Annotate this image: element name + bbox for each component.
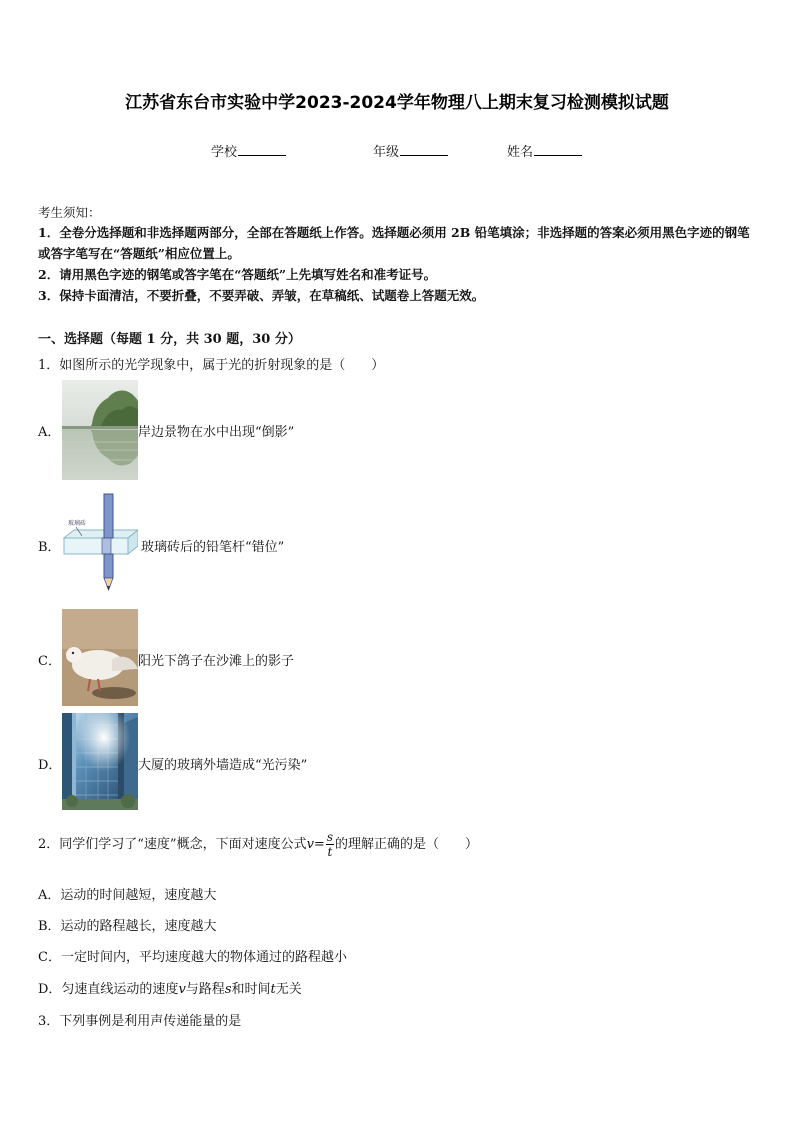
glass-brick-label: 玻璃砖 [68, 520, 87, 527]
lake-reflection-image [62, 380, 138, 480]
q2-option-d-t: t [270, 982, 276, 997]
q2-option-d-part1: D．匀速直线运动的速度 [38, 982, 179, 997]
grade-blank[interactable] [400, 142, 448, 156]
q2-option-d-s: s [224, 982, 232, 997]
school-label: 学校 [211, 145, 238, 160]
notice-heading: 考生须知： [38, 205, 101, 220]
glass-building-image [62, 713, 138, 810]
q2-option-b[interactable]: B．运动的路程越长，速度越大 [38, 919, 217, 934]
question-1-stem: 1．如图所示的光学现象中，属于光的折射现象的是（ ） [38, 358, 385, 373]
pencil-glass-brick-image [62, 492, 138, 596]
q2-stem-before: 2．同学们学习了“速度”概念，下面对速度公式 [38, 837, 307, 852]
q2-formula-numerator: s [326, 830, 333, 844]
name-label: 姓名 [507, 145, 534, 160]
q1-option-d-text: 大厦的玻璃外墙造成“光污染” [138, 758, 308, 773]
q1-option-a-letter[interactable]: A． [38, 425, 61, 440]
name-blank[interactable] [534, 142, 582, 156]
q2-option-c[interactable]: C．一定时间内，平均速度越大的物体通过的路程越小 [38, 950, 347, 965]
notice-item-3: 3．保持卡面清洁，不要折叠，不要弄破、弄皱，在草稿纸、试题卷上答题无效。 [38, 288, 485, 303]
q1-option-b-text: 玻璃砖后的铅笔杆“错位” [141, 540, 285, 555]
student-info-row [0, 141, 794, 161]
q2-formula-denominator: t [327, 845, 333, 859]
q1-option-c-text: 阳光下鸽子在沙滩上的影子 [138, 654, 295, 669]
grade-field [373, 141, 448, 160]
section-heading: 一、选择题（每题 1 分，共 30 题，30 分） [38, 332, 301, 347]
exam-title: 江苏省东台市实验中学2023-2024学年物理八上期末复习检测模拟试题 [125, 93, 669, 113]
q1-option-c-letter[interactable]: C． [38, 654, 61, 669]
grade-label: 年级 [373, 145, 400, 160]
q2-option-d-v: v [178, 982, 186, 997]
q2-option-d-part3: 和时间 [231, 982, 271, 997]
pigeon-shadow-image [62, 609, 138, 706]
q2-option-a[interactable]: A．运动的时间越短，速度越大 [38, 888, 217, 903]
q2-option-d-part2: 与路程 [185, 982, 225, 997]
name-field [507, 141, 582, 160]
question-3-stem: 3．下列事例是利用声传递能量的是 [38, 1014, 242, 1029]
q1-option-b-letter[interactable]: B． [38, 540, 61, 555]
school-blank[interactable] [238, 142, 286, 156]
q1-option-a-text: 岸边景物在水中出现“倒影” [138, 425, 295, 440]
question-2-stem [38, 828, 478, 862]
school-field [211, 141, 286, 160]
notice-item-1: 1．全卷分选择题和非选择题两部分，全部在答题纸上作答。选择题必须用 2B 铅笔填涂；非选择题的答案必须用黑色字迹的钢笔或答字笔写在“答题纸”相应位置上。 [38, 225, 750, 261]
q1-option-d-letter[interactable]: D． [38, 758, 62, 773]
q2-option-d[interactable] [38, 978, 302, 997]
q2-stem-after: 的理解正确的是（ ） [335, 837, 479, 852]
q2-formula-fraction [326, 830, 334, 859]
q2-formula-lhs: v= [306, 837, 325, 852]
q2-option-d-part4: 无关 [275, 982, 302, 997]
notice-item-2: 2．请用黑色字迹的钢笔或答字笔在“答题纸”上先填写姓名和准考证号。 [38, 267, 437, 282]
